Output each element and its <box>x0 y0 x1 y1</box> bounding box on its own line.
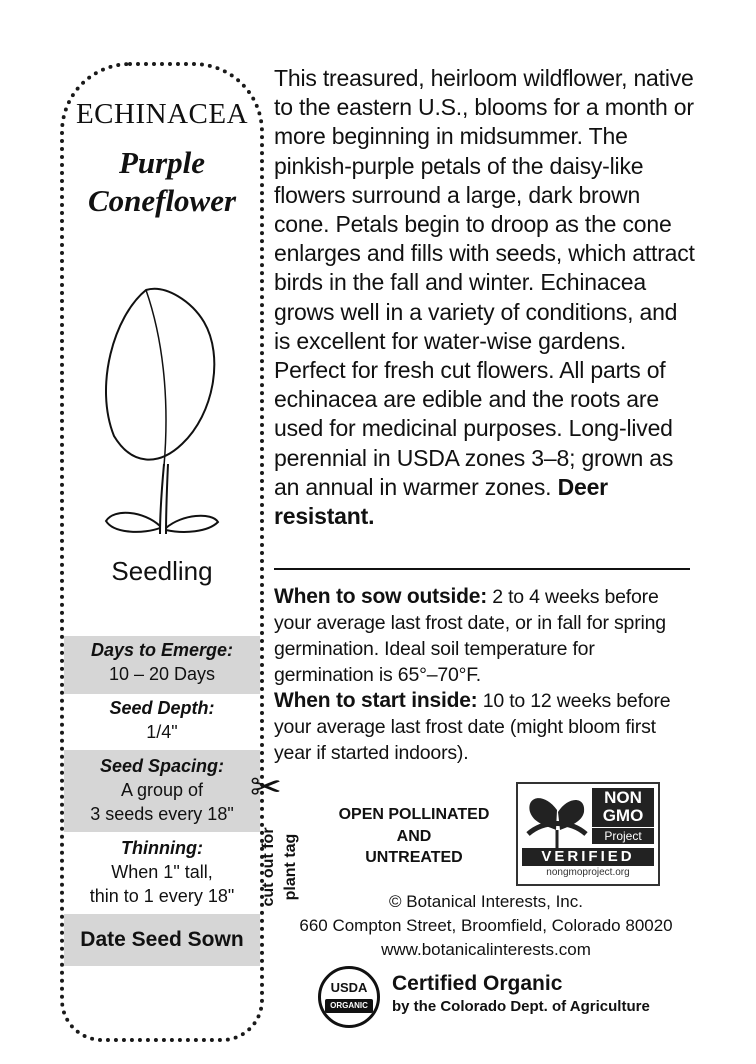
sow-outside-label: When to sow outside: <box>274 585 487 608</box>
seed-spacing-label: Seed Spacing: <box>99 756 225 776</box>
thinning-line2: thin to 1 every 18" <box>89 886 235 906</box>
verified-text: VERIFIED <box>522 848 654 866</box>
deer-resistant: Deer resistant. <box>274 473 608 530</box>
days-to-emerge-label: Days to Emerge: <box>90 640 234 660</box>
usda-seal-top: USDA <box>330 980 368 995</box>
seed-spacing <box>64 750 260 832</box>
usda-seal-bottom: ORGANIC <box>325 999 373 1013</box>
nongmo-url: nongmoproject.org <box>546 867 630 878</box>
open-pollinated-label <box>314 804 514 869</box>
plant-tag <box>60 62 264 1042</box>
start-inside-text: 10 to 12 weeks before your average last frost date (might bloom first year if started indoors). <box>274 690 671 764</box>
sow-outside-text: 2 to 4 weeks before your average last frost date, or in fall for spring germination. Ideal soil temperature for germination is 65°–70°F. <box>274 586 666 686</box>
op-line2: AND <box>396 827 432 845</box>
divider <box>274 568 690 570</box>
address: 660 Compton Street, Broomfield, Colorado 80020 <box>299 916 673 935</box>
company-info <box>266 890 706 962</box>
common-name <box>64 144 260 220</box>
certified-organic-title: Certified Organic <box>392 972 563 995</box>
thinning <box>64 834 260 920</box>
thinning-label: Thinning: <box>121 838 203 858</box>
certified-organic-subtitle: by the Colorado Dept. of Agriculture <box>392 998 650 1015</box>
common-name-line2: Coneflower <box>87 183 237 218</box>
cut-out-line1: cut out for <box>260 827 277 907</box>
copyright: © Botanical Interests, Inc. <box>389 892 583 911</box>
non-text: NON <box>604 788 642 807</box>
cut-out-line2: plant tag <box>282 833 299 901</box>
description <box>274 64 696 531</box>
seed-depth-value: 1/4" <box>146 722 178 742</box>
genus-name: ECHINACEA <box>75 98 249 130</box>
days-to-emerge-value: 10 – 20 Days <box>108 664 216 684</box>
seed-spacing-line1: A group of <box>120 780 204 800</box>
butterfly-icon <box>524 790 590 850</box>
days-to-emerge <box>64 636 260 694</box>
description-body: This treasured, heirloom wildflower, native to the eastern U.S., blooms for a month or more beginning in midsummer. The pinkish-purple petals of the daisy-like flowers surround a large, dark brown cone. Petals begin to droop as the cone enlarges and fills with seeds, which attract birds in the fall and winter. Echinacea grows well in a variety of conditions, and is excellent for water-wise gardens. Perfect for fresh cut flowers. All parts of echinacea are edible and the roots are used for medicinal purposes. Long-lived perennial in USDA zones 3–8; grown as an annual in warmer zones. <box>274 65 695 500</box>
date-seed-sown: Date Seed Sown <box>64 914 260 966</box>
project-text: Project <box>592 828 654 844</box>
seed-spacing-line2: 3 seeds every 18" <box>90 804 234 824</box>
common-name-line1: Purple <box>118 145 206 180</box>
scissors-icon: ✂ <box>250 767 282 809</box>
seedling-label: Seedling <box>111 556 213 586</box>
gmo-text: GMO <box>602 806 644 825</box>
non-gmo-text <box>592 788 654 827</box>
op-line1: OPEN POLLINATED <box>338 806 490 823</box>
non-gmo-verified-badge <box>516 782 660 886</box>
seed-depth-label: Seed Depth: <box>109 698 215 718</box>
op-line3: UNTREATED <box>365 849 463 866</box>
sowing-instructions <box>274 584 696 766</box>
seedling-illustration <box>84 276 244 546</box>
seed-depth <box>64 694 260 754</box>
thinning-line1: When 1" tall, <box>111 862 213 882</box>
website: www.botanicalinterests.com <box>381 940 591 959</box>
start-inside-label: When to start inside: <box>274 689 478 712</box>
usda-organic-seal <box>318 966 380 1028</box>
